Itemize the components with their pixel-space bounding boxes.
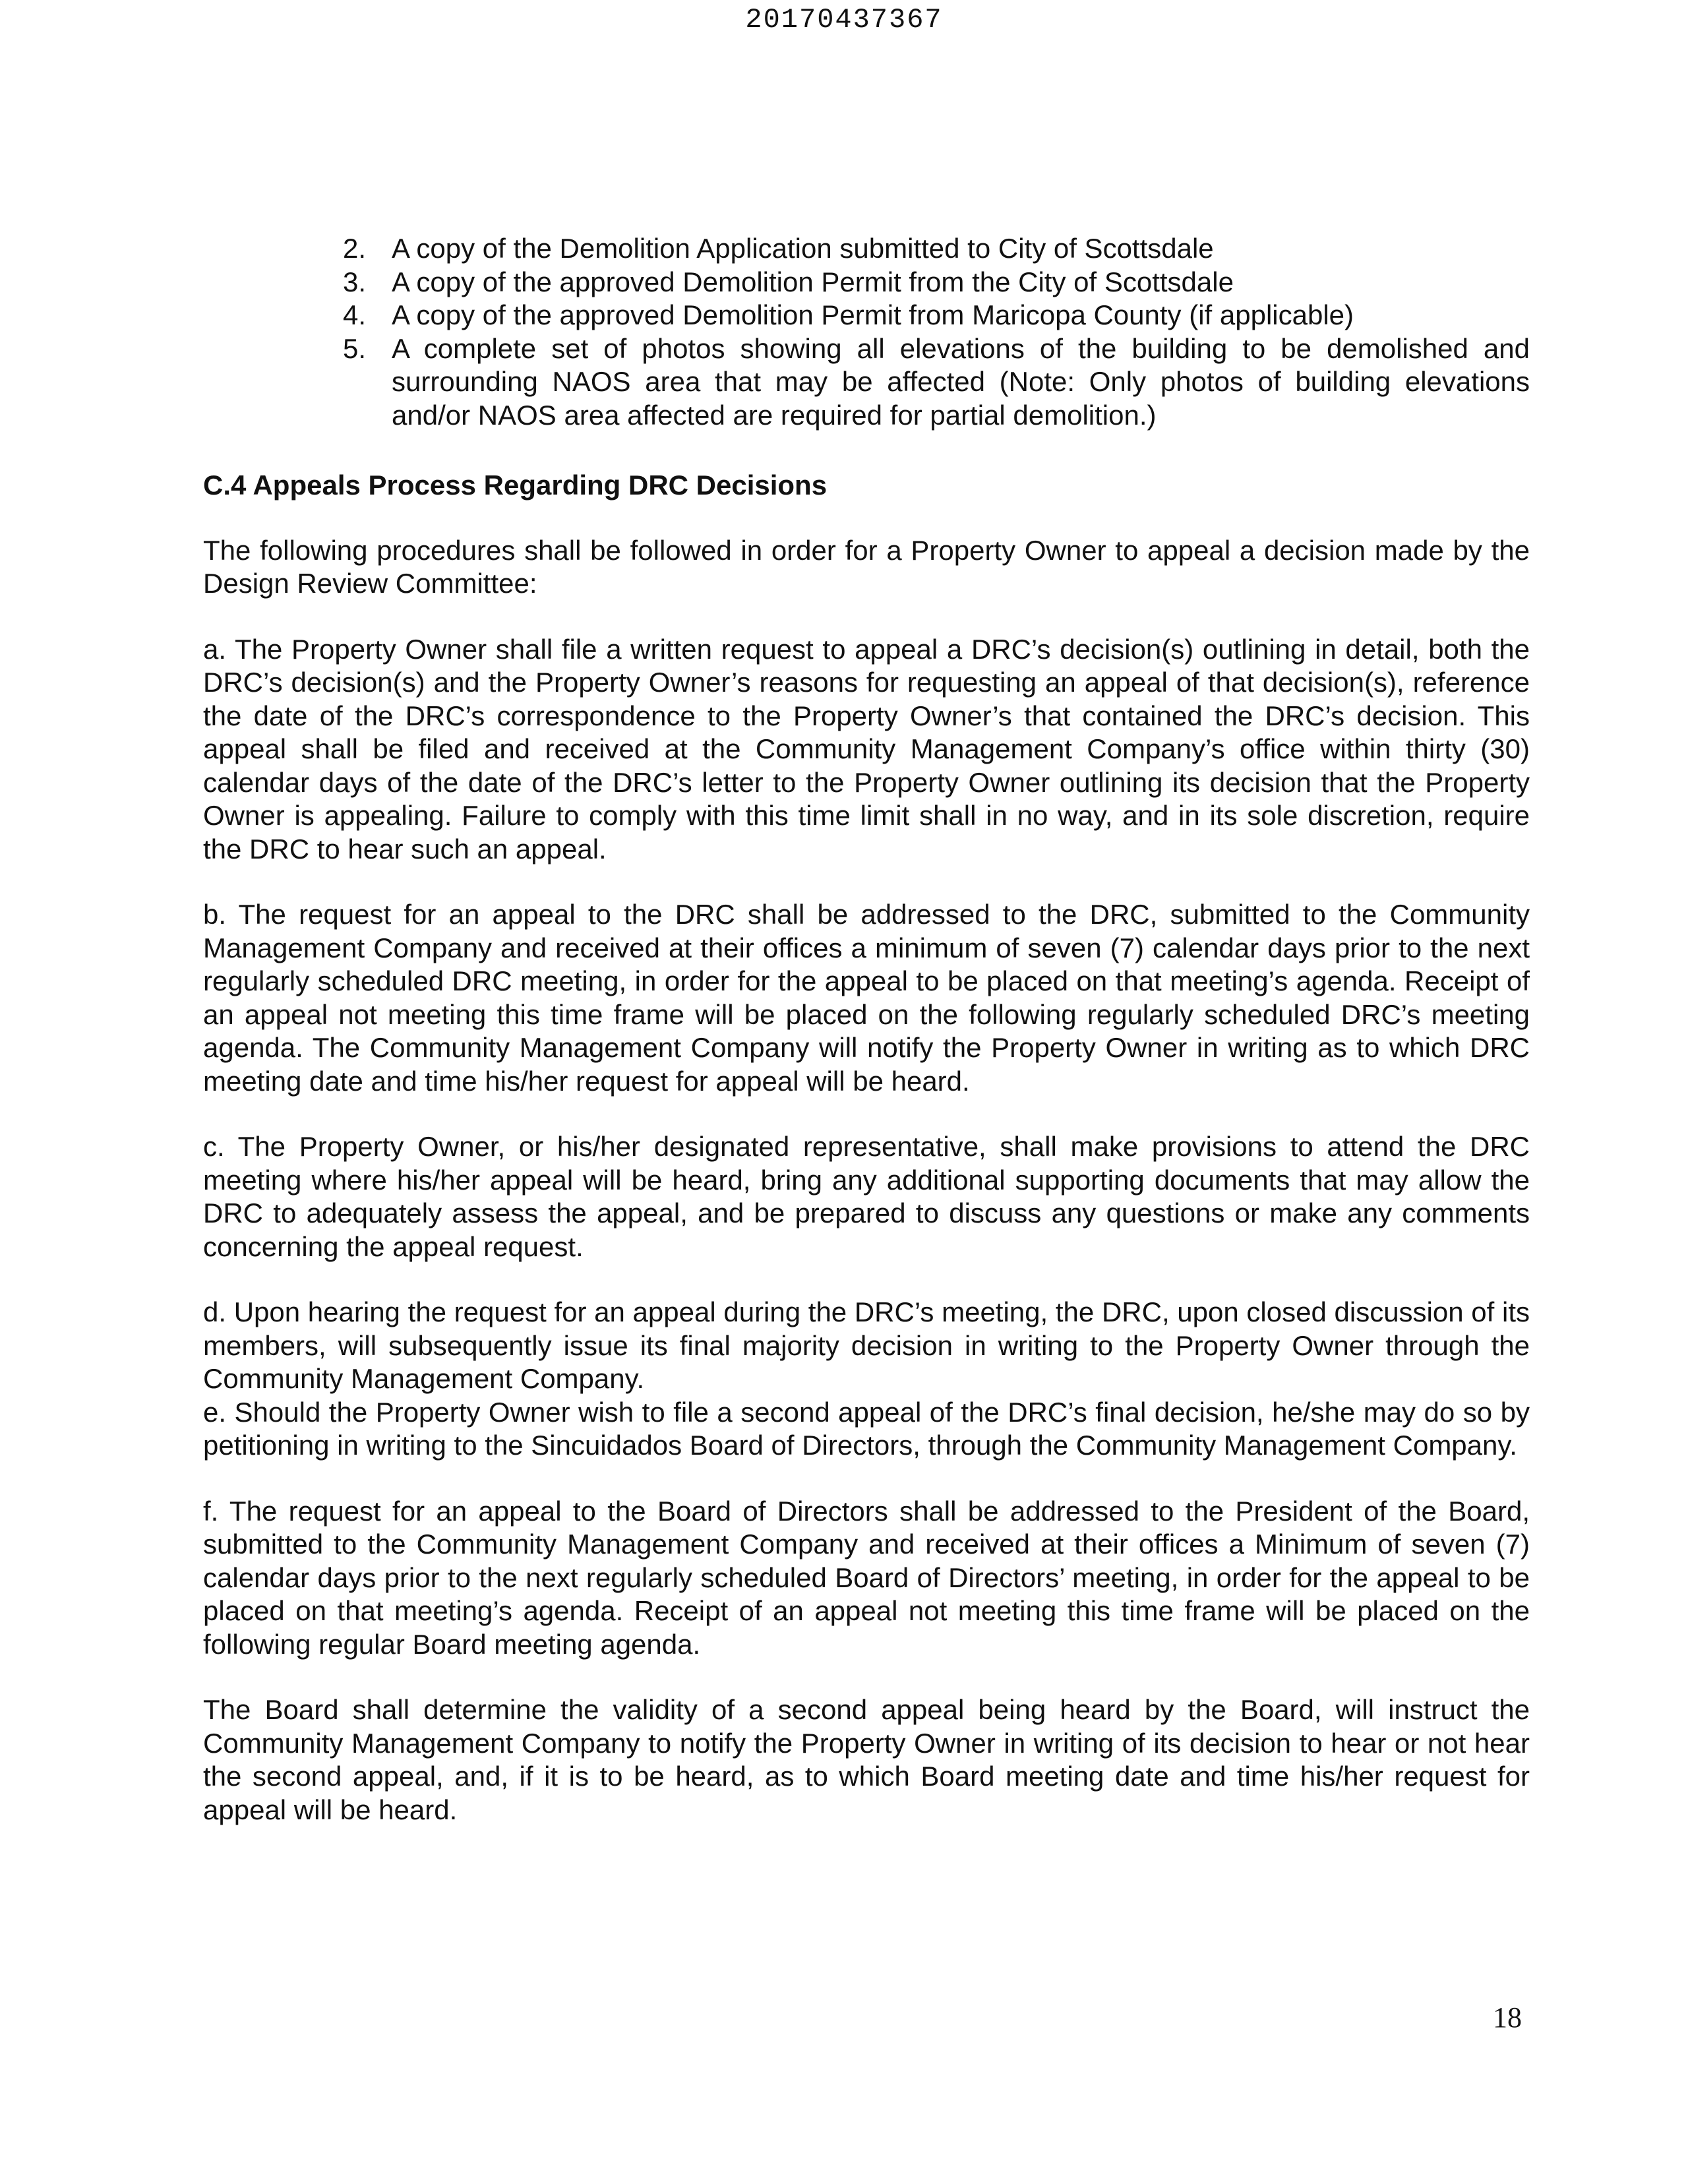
page-body bbox=[203, 232, 1530, 1859]
paragraph-c: c. The Property Owner, or his/her designated representative, shall make provisions to attend the DRC meeting where his/her appeal will be heard, bring any additional supporting documents that may allow the DRC to adequately assess the appeal, and be prepared to discuss any questions or make any comments concerning the appeal request. bbox=[203, 1131, 1530, 1262]
paragraph-a: a. The Property Owner shall file a written request to appeal a DRC’s decision(s) outlining in detail, both the DRC’s decision(s) and the Property Owner’s reasons for requesting an appeal of that decision(s), reference the date of the DRC’s correspondence to the Property Owner’s that contained the DRC’s decision. This appeal shall be filed and received at the Community Management Company’s office within thirty (30) calendar days of the date of the DRC’s letter to the Property Owner outlining its decision that the Property Owner is appealing. Failure to comply with this time limit shall in no way, and in its sole discretion, require the DRC to hear such an appeal. bbox=[203, 633, 1530, 864]
paragraph-b: b. The request for an appeal to the DRC shall be addressed to the DRC, submitted to the Community Management Company and received at their offices a minimum of seven (7) calendar days prior to the next regularly scheduled DRC meeting, in order for the appeal to be placed on that meeting’s agenda. Receipt of an appeal not meeting this time frame will be placed on the following regularly scheduled DRC’s meeting agenda. The Community Management Company will notify the Property Owner in writing as to which DRC meeting date and time his/her request for appeal will be heard. bbox=[203, 899, 1530, 1097]
document-number: 20170437367 bbox=[745, 4, 943, 36]
list-item-number: 3. bbox=[343, 266, 367, 297]
intro-paragraph: The following procedures shall be followed in order for a Property Owner to appeal a decision made by the Design Review Committee: bbox=[203, 534, 1530, 599]
paragraph-e: e. Should the Property Owner wish to file a second appeal of the DRC’s final decision, he/she may do so by petitioning in writing to the Sincuidados Board of Directors, through the Community Management Company. bbox=[203, 1396, 1530, 1461]
closing-paragraph: The Board shall determine the validity of a second appeal being heard by the Board, will instruct the Community Management Company to notify the Property Owner in writing of its decision to hear or not hear the second appeal, and, if it is to be heard, as to which Board meeting date and time his/her request for appeal will be heard. bbox=[203, 1694, 1530, 1825]
list-item bbox=[203, 332, 1530, 433]
list-item-text: A copy of the approved Demolition Permit from the City of Scottsdale bbox=[392, 266, 1234, 297]
paragraph-d: d. Upon hearing the request for an appeal during the DRC’s meeting, the DRC, upon closed discussion of its members, will subsequently issue its final majority decision in writing to the Property Owner through the Community Management Company. bbox=[203, 1296, 1530, 1394]
list-item-text: A copy of the Demolition Application submitted to City of Scottsdale bbox=[392, 233, 1214, 264]
list-item-number: 2. bbox=[343, 233, 367, 264]
list-item bbox=[203, 266, 1530, 299]
list-item bbox=[203, 232, 1530, 266]
requirements-list bbox=[203, 232, 1530, 432]
list-item-text: A complete set of photos showing all elevations of the building to be demolished and surrounding NAOS area that may be affected (Note: Only photos of building elevations and/or NAOS area affected are required for partial demolition.) bbox=[392, 332, 1530, 431]
list-item-number: 5. bbox=[343, 332, 367, 364]
page-number: 18 bbox=[1493, 2001, 1522, 2034]
list-item-number: 4. bbox=[343, 299, 367, 330]
section-heading: C.4 Appeals Process Regarding DRC Decisions bbox=[203, 470, 828, 501]
list-item bbox=[203, 299, 1530, 332]
list-item-text: A copy of the approved Demolition Permit from Maricopa County (if applicable) bbox=[392, 299, 1354, 330]
paragraph-f: f. The request for an appeal to the Board of Directors shall be addressed to the President of the Board, submitted to the Community Management Company and received at their offices a Minimum of seven (7) calendar days prior to the next regularly scheduled Board of Directors’ meeting, in order for the appeal to be placed on that meeting’s agenda. Receipt of an appeal not meeting this time frame will be placed on the following regular Board meeting agenda. bbox=[203, 1495, 1530, 1660]
